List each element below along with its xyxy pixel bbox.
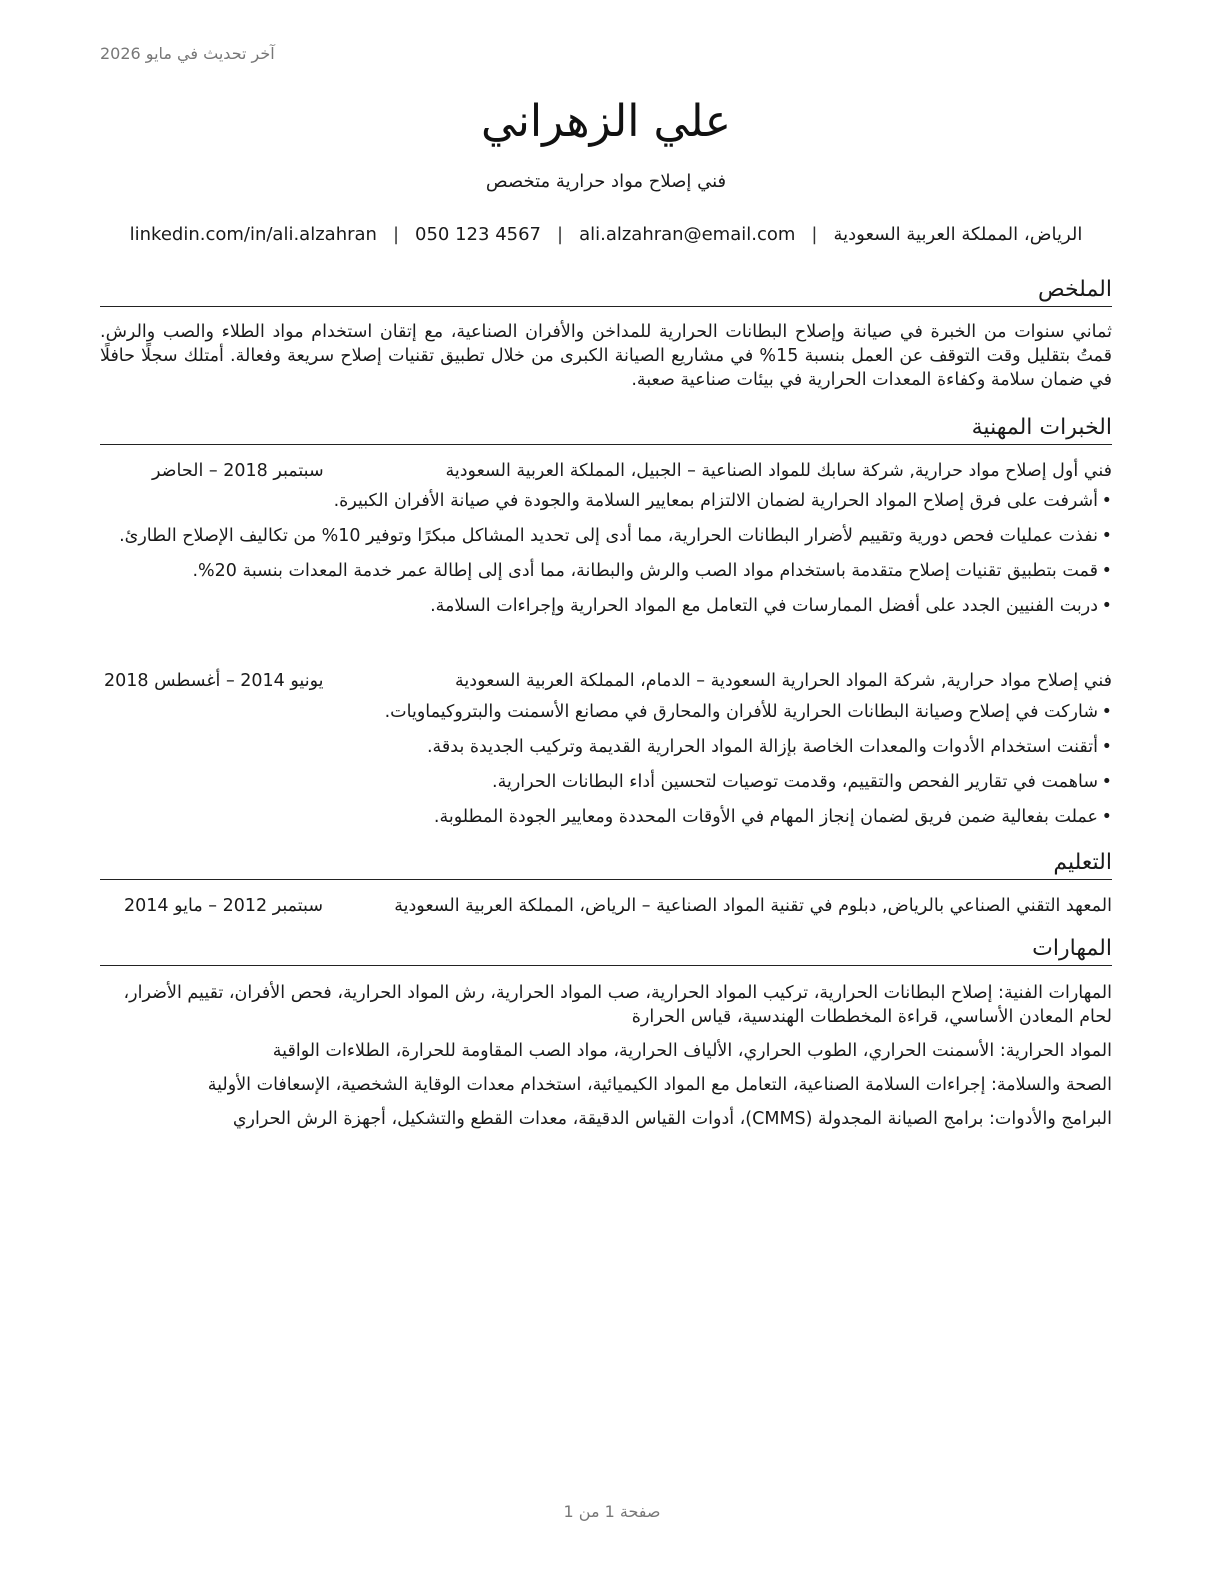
- candidate-name: علي الزهراني: [480, 96, 731, 147]
- section-title-experience: الخبرات المهنية: [100, 414, 1112, 445]
- job-bullets: [100, 489, 1112, 629]
- section-title-summary: الملخص: [100, 276, 1112, 307]
- education-title-org: المعهد التقني الصناعي بالرياض, دبلوم في تقنية المواد الصناعية – الرياض، المملكة العربية السعودية: [394, 896, 1112, 916]
- contact-separator: |: [392, 224, 400, 245]
- job-bullet: • قمت بتطبيق تقنيات إصلاح متقدمة باستخدام مواد الصب والرش والبطانة، مما أدى إلى إطالة عمر خدمة المعدات بنسبة 20%.: [100, 559, 1112, 583]
- candidate-headline: فني إصلاح مواد حرارية متخصص: [485, 171, 727, 192]
- skill-line: المواد الحرارية: الأسمنت الحراري، الطوب الحراري، الألياف الحرارية، مواد الصب المقاومة للحرارة، الطلاءات الواقية: [272, 1041, 1112, 1061]
- contact-phone[interactable]: 050 123 4567: [415, 224, 541, 245]
- skill-line: الصحة والسلامة: إجراءات السلامة الصناعية، التعامل مع المواد الكيميائية، استخدام معدات الوقاية الشخصية، الإسعافات الأولية: [207, 1075, 1112, 1095]
- job-bullet: • أتقنت استخدام الأدوات والمعدات الخاصة بإزالة المواد الحرارية القديمة وتركيب الجديدة بدقة.: [100, 735, 1112, 759]
- job-bullet: • ساهمت في تقارير الفحص والتقييم، وقدمت توصيات لتحسين أداء البطانات الحرارية.: [100, 770, 1112, 794]
- job-dates: يونيو 2014 – أغسطس 2018: [104, 671, 324, 691]
- skill-line: البرامج والأدوات: برامج الصيانة المجدولة (CMMS)، أدوات القياس الدقيقة، معدات القطع والتشكيل، أجهزة الرش الحراري: [232, 1109, 1112, 1129]
- skills-list: [100, 981, 1112, 1141]
- job-bullet: • شاركت في إصلاح وصيانة البطانات الحرارية للأفران والمحارق في مصانع الأسمنت والبتروكيماويات.: [100, 700, 1112, 724]
- page-number: صفحة 1 من 1: [563, 1502, 661, 1521]
- section-title-skills: المهارات: [100, 935, 1112, 966]
- job-dates: سبتمبر 2018 – الحاضر: [152, 461, 324, 481]
- job-bullets: [100, 700, 1112, 840]
- contact-location: الرياض، المملكة العربية السعودية: [833, 224, 1083, 245]
- job-bullet: • أشرفت على فرق إصلاح المواد الحرارية لضمان الالتزام بمعايير السلامة والجودة في صيانة الأفران الكبيرة.: [100, 489, 1112, 513]
- job-bullet: • عملت بفعالية ضمن فريق لضمان إنجاز المهام في الأوقات المحددة ومعايير الجودة المطلوبة.: [100, 805, 1112, 829]
- education-dates: سبتمبر 2012 – مايو 2014: [124, 896, 323, 916]
- contact-line: [100, 221, 1112, 249]
- last-updated-note: آخر تحديث في مايو 2026: [100, 44, 275, 63]
- job-title-org: فني أول إصلاح مواد حرارية, شركة سابك للمواد الصناعية – الجبيل، المملكة العربية السعودية: [445, 461, 1112, 481]
- job-title-org: فني إصلاح مواد حرارية, شركة المواد الحرارية السعودية – الدمام، المملكة العربية السعودية: [455, 671, 1112, 691]
- job-header: [100, 459, 1112, 483]
- contact-separator: |: [811, 224, 818, 245]
- job-bullet: • دربت الفنيين الجدد على أفضل الممارسات في التعامل مع المواد الحرارية وإجراءات السلامة.: [100, 594, 1112, 618]
- contact-email[interactable]: ali.alzahran@email.com: [579, 224, 796, 245]
- section-title-education: التعليم: [100, 849, 1112, 880]
- contact-separator: |: [557, 224, 564, 245]
- skill-line: المهارات الفنية: إصلاح البطانات الحرارية، تركيب المواد الحرارية، صب المواد الحرارية، رش المواد الحرارية، فحص الأفران، تقييم الأضرار، لحام المعادن الأساسي، قراءة المخططات الهندسية، قياس الحرارة: [123, 983, 1112, 1027]
- contact-linkedin[interactable]: linkedin.com/in/ali.alzahran: [129, 224, 377, 245]
- education-entry: [100, 894, 1112, 918]
- job-header: [100, 669, 1112, 693]
- job-bullet: • نفذت عمليات فحص دورية وتقييم لأضرار البطانات الحرارية، مما أدى إلى تحديد المشاكل مبكرًا وتوفير 10% من تكاليف الإصلاح الطارئ.: [100, 524, 1112, 548]
- summary-text: ثماني سنوات من الخبرة في صيانة وإصلاح البطانات الحرارية للمداخن والأفران الصناعية، مع إتقان استخدام مواد الطلاء والصب والرش. قمتُ بتقليل وقت التوقف عن العمل بنسبة 15% في مشاريع الصيانة الكبرى من خلال تطبيق تقنيات إصلاح سريعة وفعالة. أمتلك سجلًا حافلًا في ضمان سلامة وكفاءة المعدات الحرارية في بيئات صناعية صعبة.: [100, 322, 1112, 390]
